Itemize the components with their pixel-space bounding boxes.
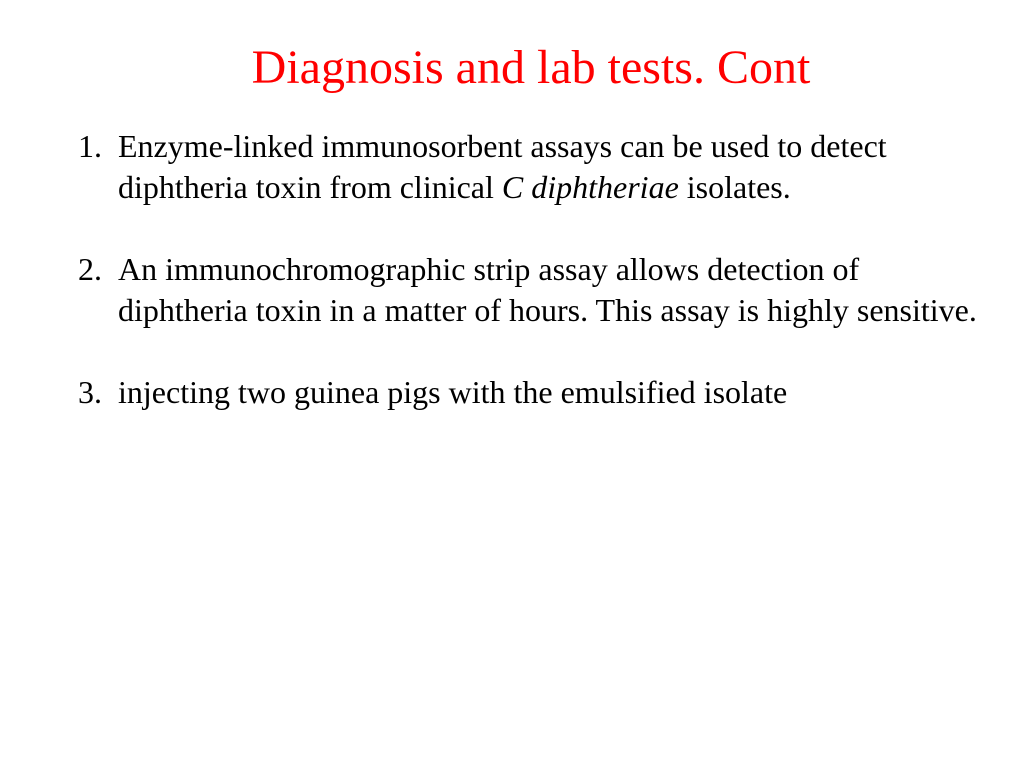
list-item-1-text [118,126,978,208]
item-list [78,126,978,454]
list-item-1-text-end: isolates. [678,169,791,205]
list-item-2-text: An immunochromographic strip assay allows detection of diphtheria toxin in a matter of hours. This assay is highly sensitive. [118,251,977,328]
list-item-1-number: 1. [78,128,102,164]
list-item-2 [78,249,978,331]
list-item-1 [78,126,978,208]
list-item-3-text: injecting two guinea pigs with the emulsified isolate [118,374,788,410]
organism-name: C diphtheriae [501,169,679,205]
list-item-3 [78,372,978,413]
list-item-3-number: 3. [78,374,102,410]
list-item-2-number: 2. [78,251,102,287]
slide-title: Diagnosis and lab tests. Cont [251,41,811,94]
list-item-1-text-start: Enzyme-linked immunosorbent assays can be used to detect diphtheria toxin from clinical [118,128,887,205]
